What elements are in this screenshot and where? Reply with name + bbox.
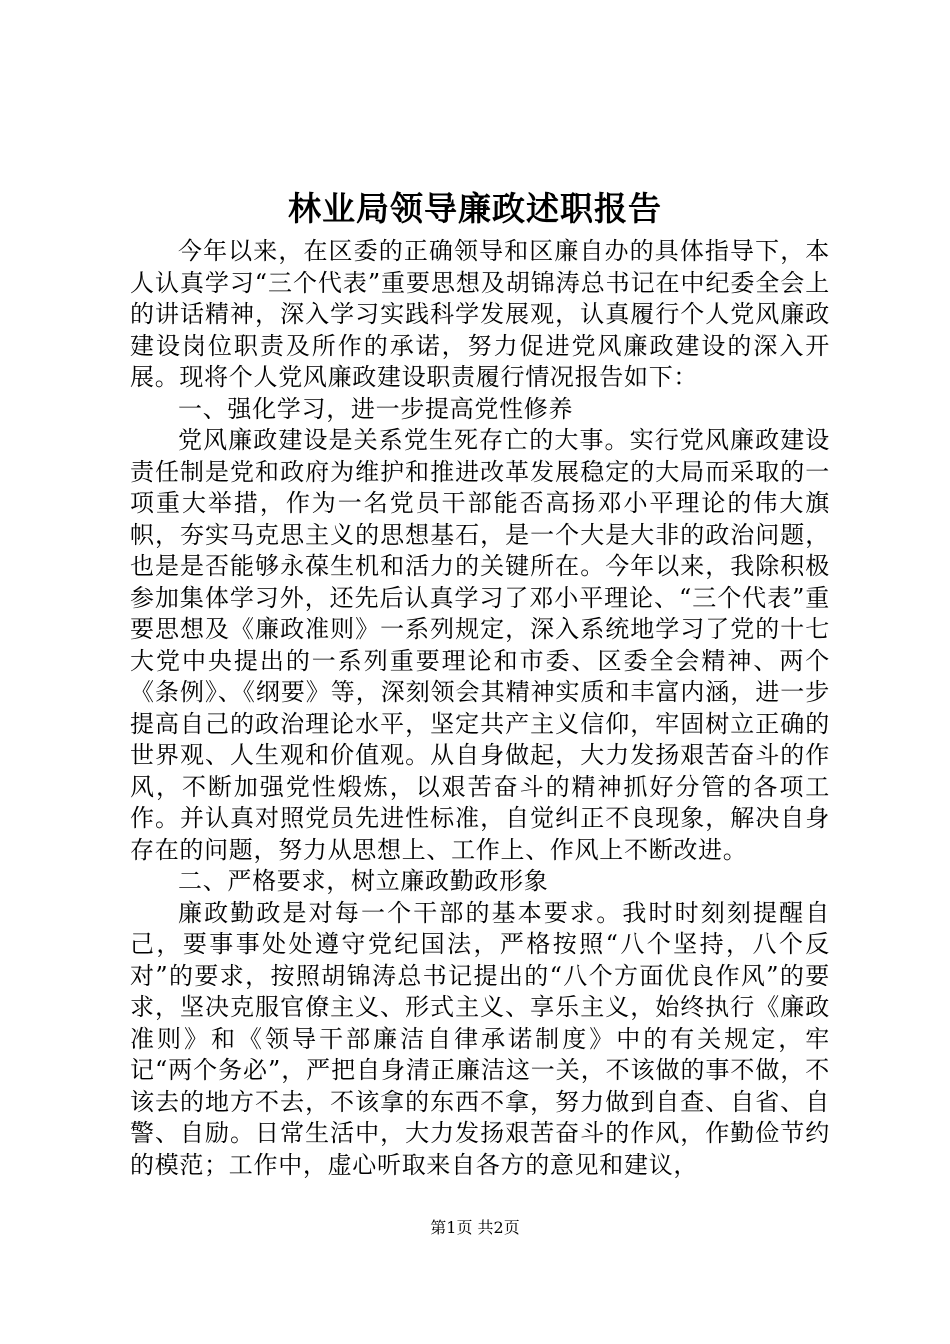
section-1-paragraph: 党风廉政建设是关系党生死存亡的大事。实行党风廉政建设责任制是党和政府为维护和推进改革发展稳定的大局而采取的一项重大举措，作为一名党员干部能否高扬邓小平理论的伟大旗帜，夯实马克思主义的思想基石，是一个大是大非的政治问题，也是是否能够永葆生机和活力的关键所在。今年以来，我除积极参加集体学习外，还先后认真学习了邓小平理论、“三个代表”重要思想及《廉政准则》一系列规定，深入系统地学习了党的十七大党中央提出的一系列重要理论和市委、区委全会精神、两个《条例》、《纲要》等，深刻领会其精神实质和丰富内涵，进一步提高自己的政治理论水平，坚定共产主义信仰，牢固树立正确的世界观、人生观和价值观。从自身做起，大力发扬艰苦奋斗的作风，不断加强党性煅炼，以艰苦奋斗的精神抓好分管的各项工作。并认真对照党员先进性标准，自觉纠正不良现象，解决自身存在的问题，努力从思想上、工作上、作风上不断改进。 bbox=[130, 426, 830, 864]
intro-paragraph: 今年以来，在区委的正确领导和区廉自办的具体指导下，本人认真学习“三个代表”重要思想及胡锦涛总书记在中纪委全会上的讲话精神，深入学习实践科学发展观，认真履行个人党风廉政建设岗位职责及所作的承诺，努力促进党风廉政建设的深入开展。现将个人党风廉政建设职责履行情况报告如下： bbox=[130, 237, 830, 391]
section-heading-1: 一、强化学习，进一步提高党性修养 bbox=[178, 394, 574, 423]
section-heading-2: 二、严格要求，树立廉政勤政形象 bbox=[178, 867, 549, 895]
section-2-paragraph: 廉政勤政是对每一个干部的基本要求。我时时刻刻提醒自己，要事事处处遵守党纪国法，严格按照“八个坚持，八个反对”的要求，按照胡锦涛总书记提出的“八个方面优良作风”的要求，坚决克服官僚主义、形式主义、享乐主义，始终执行《廉政准则》和《领导干部廉洁自律承诺制度》中的有关规定，牢记“两个务必”，严把自身清正廉洁这一关，不该做的事不做，不该去的地方不去，不该拿的东西不拿，努力做到自查、自省、自警、自励。日常生活中，大力发扬艰苦奋斗的作风，作勤俭节约的模范；工作中，虚心听取来自各方的意见和建议， bbox=[130, 898, 830, 1179]
page-number-footer: 第1页 共2页 bbox=[430, 1218, 520, 1237]
document-title: 林业局领导廉政述职报告 bbox=[288, 189, 662, 228]
document-body bbox=[130, 236, 830, 1181]
